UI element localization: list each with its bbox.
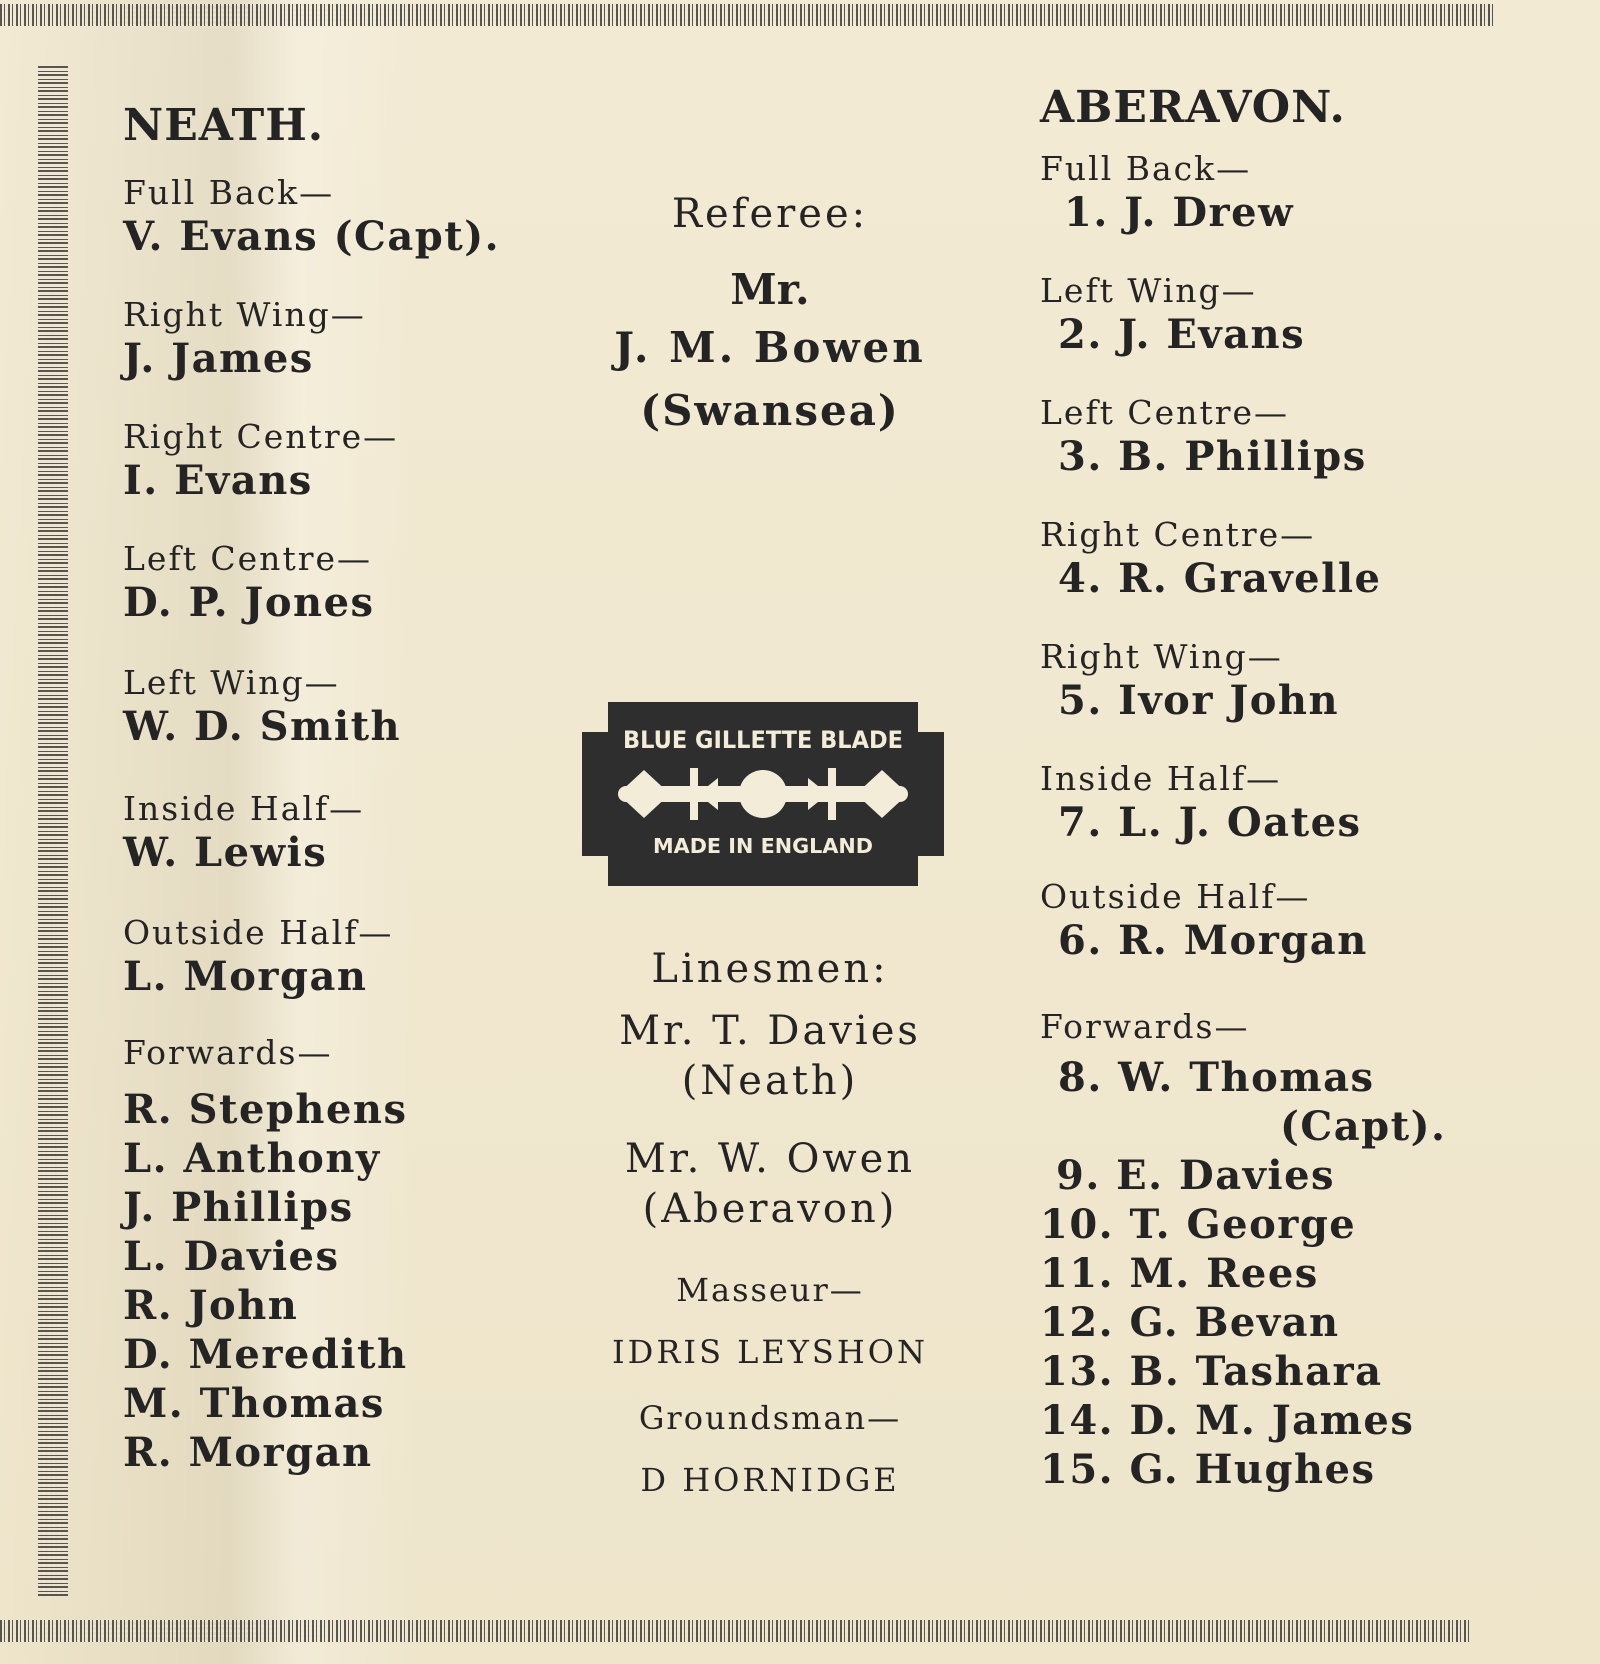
forward-player: J. Phillips xyxy=(123,1184,354,1231)
player-name: 1. J. Drew xyxy=(1064,189,1294,236)
linesman-1-club: (Neath) xyxy=(681,1058,859,1104)
aberavon-position-full-back xyxy=(1040,149,1480,237)
top-border xyxy=(0,4,1495,26)
player-name: W. D. Smith xyxy=(123,703,402,750)
neath-title: NEATH. xyxy=(123,100,325,151)
neath-position-left-centre xyxy=(123,539,543,627)
player-name: I. Evans xyxy=(123,457,313,504)
aberavon-title: ABERAVON. xyxy=(1040,82,1346,133)
masseur-label: Masseur— xyxy=(676,1271,864,1309)
player-name: L. Morgan xyxy=(123,953,368,1000)
position-label: Right Centre— xyxy=(123,417,399,456)
neath-position-right-centre xyxy=(123,417,543,505)
position-label: Full Back— xyxy=(123,173,335,212)
aberavon-column xyxy=(1040,82,1480,1494)
neath-position-inside-half xyxy=(123,789,543,877)
position-label: Inside Half— xyxy=(1040,759,1282,798)
forward-player: 14. D. M. James xyxy=(1040,1397,1415,1444)
forward-player: D. Meredith xyxy=(123,1331,408,1378)
forward-player: L. Davies xyxy=(123,1233,340,1280)
linesman-2-club: (Aberavon) xyxy=(642,1186,898,1232)
captain-forward-player: 8. W. Thomas xyxy=(1058,1054,1375,1101)
aberavon-position-right-wing xyxy=(1040,637,1480,725)
neath-position-outside-half xyxy=(123,913,543,1001)
linesmen-section xyxy=(560,944,980,1500)
aberavon-position-outside-half xyxy=(1040,877,1480,965)
officials-column xyxy=(560,190,980,442)
forward-player: 15. G. Hughes xyxy=(1040,1446,1376,1493)
groundsman-label: Groundsman— xyxy=(638,1399,902,1437)
bottom-border xyxy=(0,1620,1470,1642)
forward-player: 9. E. Davies xyxy=(1056,1152,1336,1199)
left-border xyxy=(38,66,68,1596)
neath-position-right-wing xyxy=(123,295,543,383)
referee-name: J. M. Bowen xyxy=(614,323,926,372)
forward-player: 12. G. Bevan xyxy=(1040,1299,1340,1346)
player-name: 4. R. Gravelle xyxy=(1058,555,1382,602)
referee-label: Referee: xyxy=(671,191,869,237)
forward-player: R. John xyxy=(123,1282,299,1329)
captain-note: (Capt). xyxy=(1280,1103,1447,1150)
masseur-name: IDRIS LEYSHON xyxy=(612,1333,928,1371)
player-name: J. James xyxy=(123,335,314,382)
forward-player: R. Morgan xyxy=(123,1429,373,1476)
referee-club: (Swansea) xyxy=(640,386,900,435)
position-label: Inside Half— xyxy=(123,789,365,828)
forward-player: 11. M. Rees xyxy=(1040,1250,1319,1297)
neath-position-left-wing xyxy=(123,663,543,751)
position-label: Outside Half— xyxy=(123,913,394,952)
advert-bottom-text: MADE IN ENGLAND xyxy=(653,834,873,858)
razor-blade-icon xyxy=(578,698,948,890)
player-name: W. Lewis xyxy=(123,829,328,876)
position-label: Right Wing— xyxy=(1040,637,1283,676)
linesman-1-name: Mr. T. Davies xyxy=(619,1008,921,1054)
advert-top-text: BLUE GILLETTE BLADE xyxy=(623,726,903,754)
forward-player: 13. B. Tashara xyxy=(1040,1348,1383,1395)
player-name: D. P. Jones xyxy=(123,579,375,626)
forwards-label: Forwards— xyxy=(123,1033,333,1072)
aberavon-forwards xyxy=(1040,1007,1480,1494)
aberavon-position-left-wing xyxy=(1040,271,1480,359)
neath-column xyxy=(123,100,543,1477)
player-name: 5. Ivor John xyxy=(1058,677,1340,724)
gillette-blade-advert xyxy=(578,698,948,890)
player-name: 7. L. J. Oates xyxy=(1058,799,1362,846)
aberavon-position-inside-half xyxy=(1040,759,1480,847)
player-name: 2. J. Evans xyxy=(1058,311,1306,358)
position-label: Left Wing— xyxy=(123,663,340,702)
position-label: Full Back— xyxy=(1040,149,1252,188)
aberavon-position-right-centre xyxy=(1040,515,1480,603)
position-label: Left Centre— xyxy=(123,539,373,578)
player-name: V. Evans (Capt). xyxy=(123,213,501,260)
player-name: 6. R. Morgan xyxy=(1058,917,1368,964)
forwards-label: Forwards— xyxy=(1040,1007,1250,1046)
neath-position-full-back xyxy=(123,173,543,261)
position-label: Right Wing— xyxy=(123,295,366,334)
player-name: 3. B. Phillips xyxy=(1058,433,1367,480)
forward-player: M. Thomas xyxy=(123,1380,385,1427)
groundsman-name: D HORNIDGE xyxy=(640,1461,900,1499)
linesman-2-name: Mr. W. Owen xyxy=(624,1136,916,1182)
position-label: Outside Half— xyxy=(1040,877,1311,916)
aberavon-position-left-centre xyxy=(1040,393,1480,481)
position-label: Right Centre— xyxy=(1040,515,1316,554)
referee-title: Mr. xyxy=(730,265,810,314)
forward-player: R. Stephens xyxy=(123,1086,408,1133)
forward-player: 10. T. George xyxy=(1040,1201,1357,1248)
forward-player: L. Anthony xyxy=(123,1135,381,1182)
position-label: Left Centre— xyxy=(1040,393,1290,432)
neath-forwards xyxy=(123,1033,543,1477)
position-label: Left Wing— xyxy=(1040,271,1257,310)
linesmen-label: Linesmen: xyxy=(651,946,889,992)
